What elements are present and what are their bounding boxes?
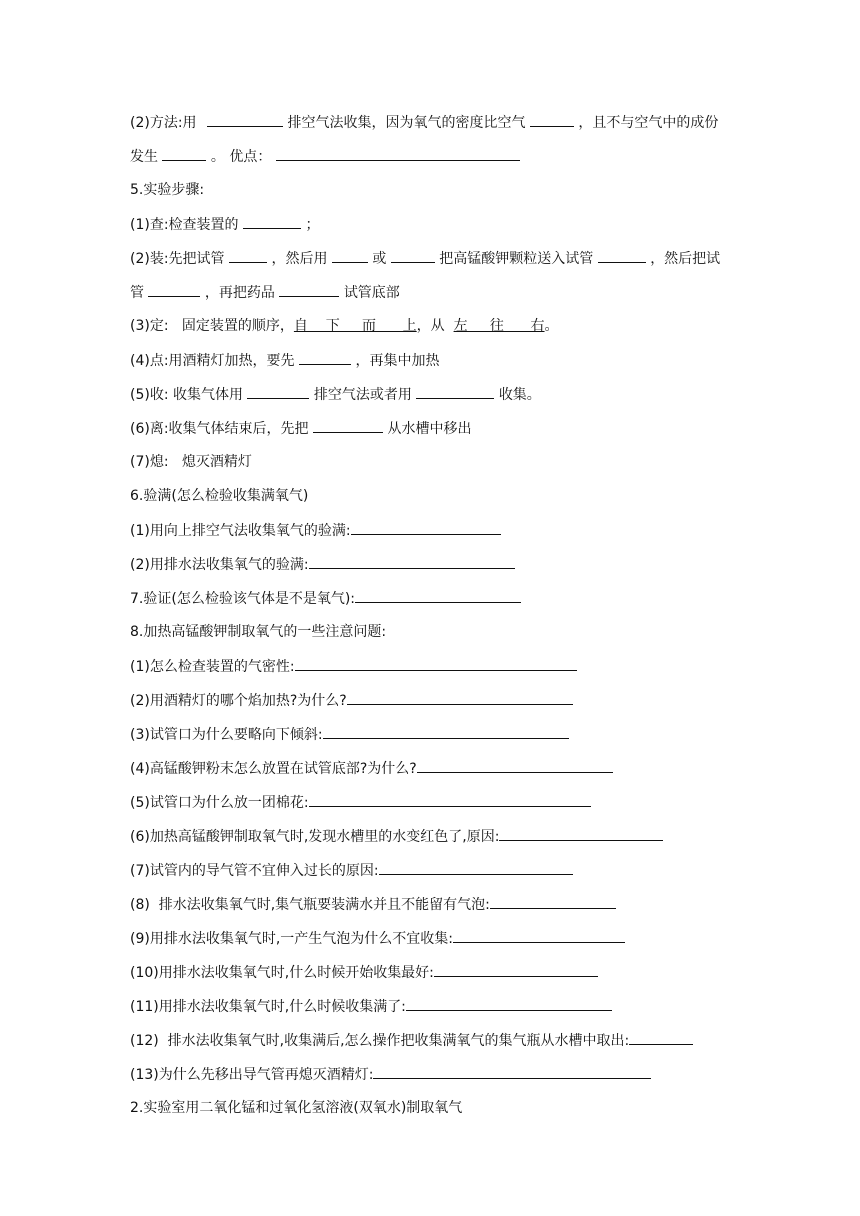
text: (7)试管内的导气管不宜伸入过长的原因: xyxy=(130,863,379,879)
text: (1)怎么检查装置的气密性: xyxy=(130,659,295,675)
text: (6)离:收集气体结束后，先把 xyxy=(130,421,309,437)
question-line xyxy=(130,962,598,983)
blank-field[interactable] xyxy=(313,418,383,433)
blank-field[interactable] xyxy=(416,384,494,399)
text: 或 xyxy=(372,251,387,267)
section-heading: 5.实验步骤: xyxy=(130,182,205,198)
text: (3)试管口为什么要略向下倾斜: xyxy=(130,727,323,743)
text: 把高锰酸钾颗粒送入试管 xyxy=(439,251,594,267)
answer-blank[interactable] xyxy=(379,860,573,875)
text: (12) 排水法收集氧气时,收集满后,怎么操作把收集满氧气的集气瓶从水槽中取出: xyxy=(130,1033,630,1049)
text: (2)用酒精灯的哪个焰加热?为什么? xyxy=(130,693,347,709)
blank-field[interactable] xyxy=(332,248,368,263)
section-heading: 2.实验室用二氧化锰和过氧化氢溶液(双氧水)制取氧气 xyxy=(130,1100,463,1116)
text: (9)用排水法收集氧气时,一产生气泡为什么不宜收集: xyxy=(130,931,453,947)
section-heading: 8.加热高锰酸钾制取氧气的一些注意问题: xyxy=(130,624,387,640)
blank-field[interactable] xyxy=(276,146,520,161)
text: ； xyxy=(305,217,320,233)
blank-field[interactable] xyxy=(598,248,646,263)
question-line xyxy=(130,894,616,915)
text: (13)为什么先移出导气管再熄灭酒精灯: xyxy=(130,1067,374,1083)
blank-field[interactable] xyxy=(530,112,574,127)
line-load xyxy=(130,248,720,269)
text: (1)用向上排空气法收集氧气的验满: xyxy=(130,523,351,539)
answer-blank[interactable] xyxy=(351,520,501,535)
question-line xyxy=(130,588,521,609)
section-heading: 6.验满(怎么检验收集满氧气) xyxy=(130,488,309,504)
line-collect xyxy=(130,384,541,405)
question-line xyxy=(130,826,663,847)
answer-blank[interactable] xyxy=(355,588,521,603)
answer-blank[interactable] xyxy=(309,792,591,807)
answer-blank[interactable] xyxy=(406,996,612,1011)
underlined-answer: 左 往 右 xyxy=(453,318,545,334)
text: (4)点:用酒精灯加热，要先 xyxy=(130,353,295,369)
question-line xyxy=(130,1030,693,1051)
line-method-cont xyxy=(130,146,520,167)
answer-blank[interactable] xyxy=(417,758,613,773)
text: (2)用排水法收集氧气的验满: xyxy=(130,557,309,573)
answer-blank[interactable] xyxy=(309,554,515,569)
question-line xyxy=(130,724,569,745)
text: 。 xyxy=(544,318,559,334)
line-remove xyxy=(130,418,471,439)
text: 排空气法收集，因为氧气的密度比空气 xyxy=(287,115,526,131)
blank-field[interactable] xyxy=(243,214,301,229)
text: 试管底部 xyxy=(343,285,400,301)
line-fix xyxy=(130,316,559,336)
text: 管 xyxy=(130,285,144,301)
text: ，再把药品 xyxy=(204,285,275,301)
question-line xyxy=(130,996,612,1017)
blank-field[interactable] xyxy=(299,350,351,365)
text: (10)用排水法收集氧气时,什么时候开始收集最好: xyxy=(130,965,434,981)
blank-field[interactable] xyxy=(207,112,283,127)
text: 7.验证(怎么检验该气体是不是氧气): xyxy=(130,591,355,607)
text: 。 优点： xyxy=(210,149,272,165)
line-extinguish: (7)熄: 熄灭酒精灯 xyxy=(130,454,252,470)
question-line xyxy=(130,656,577,677)
text: ，然后把试 xyxy=(650,251,721,267)
answer-blank[interactable] xyxy=(490,894,616,909)
text: 排空气法或者用 xyxy=(313,387,412,403)
text: 从水槽中移出 xyxy=(387,421,472,437)
line-method xyxy=(130,112,718,133)
question-line xyxy=(130,860,573,881)
text: (4)高锰酸钾粉末怎么放置在试管底部?为什么? xyxy=(130,761,417,777)
text: ，且不与空气中的成份 xyxy=(578,115,719,131)
underlined-answer: 自 下 而 上 xyxy=(293,318,417,334)
text: (5)试管口为什么放一团棉花: xyxy=(130,795,309,811)
answer-blank[interactable] xyxy=(295,656,577,671)
question-line xyxy=(130,1064,651,1085)
line-heat xyxy=(130,350,439,371)
blank-field[interactable] xyxy=(391,248,435,263)
answer-blank[interactable] xyxy=(453,928,625,943)
text: (1)查:检查装置的 xyxy=(130,217,239,233)
blank-field[interactable] xyxy=(229,248,267,263)
text: (8) 排水法收集氧气时,集气瓶要装满水并且不能留有气泡: xyxy=(130,897,490,913)
question-line xyxy=(130,554,515,575)
answer-blank[interactable] xyxy=(629,1030,693,1045)
text: ，再集中加热 xyxy=(355,353,440,369)
question-line xyxy=(130,758,613,779)
line-load-cont xyxy=(130,282,400,303)
text: 发生 xyxy=(130,149,158,165)
text: (5)收: 收集气体用 xyxy=(130,387,243,403)
answer-blank[interactable] xyxy=(373,1064,651,1079)
text: (2)装:先把试管 xyxy=(130,251,225,267)
text: ，从 xyxy=(416,318,454,334)
line-check xyxy=(130,214,319,235)
blank-field[interactable] xyxy=(279,282,339,297)
answer-blank[interactable] xyxy=(323,724,569,739)
blank-field[interactable] xyxy=(162,146,206,161)
text: (2)方法:用 xyxy=(130,115,197,131)
question-line xyxy=(130,520,501,541)
blank-field[interactable] xyxy=(148,282,200,297)
text: (11)用排水法收集氧气时,什么时候收集满了: xyxy=(130,999,406,1015)
answer-blank[interactable] xyxy=(499,826,663,841)
answer-blank[interactable] xyxy=(434,962,598,977)
question-line xyxy=(130,928,625,949)
text: ，然后用 xyxy=(271,251,328,267)
blank-field[interactable] xyxy=(247,384,309,399)
answer-blank[interactable] xyxy=(347,690,573,705)
text: (3)定: 固定装置的顺序， xyxy=(130,318,294,334)
question-line xyxy=(130,690,573,711)
text: (6)加热高锰酸钾制取氧气时,发现水槽里的水变红色了,原因: xyxy=(130,829,500,845)
question-line xyxy=(130,792,591,813)
text: 收集。 xyxy=(498,387,541,403)
